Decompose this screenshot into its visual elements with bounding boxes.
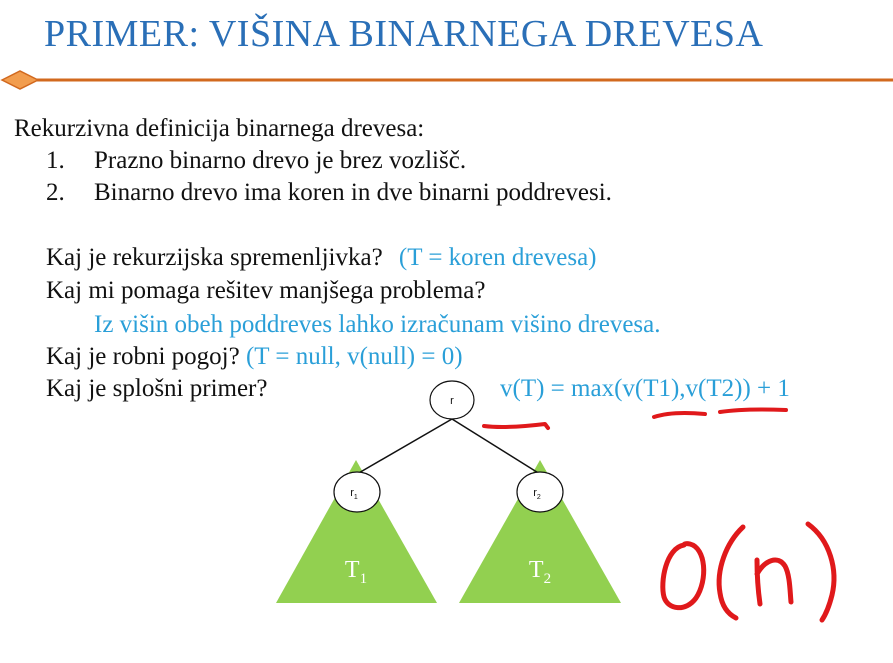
question-text: Kaj je rekurzijska spremenljivka? [46,244,383,271]
edge-left [357,419,452,474]
answer-text: (T = null, v(null) = 0) [245,343,463,370]
left-child-label: $r_1$ [350,487,358,501]
list-number: 1. [46,147,65,174]
question-smaller-problem: Kaj mi pomaga rešitev manjšega problema? [46,277,486,304]
answer-smaller-problem: Iz višin obeh poddreves lahko izračunam višino drevesa. [94,311,661,338]
slide-title: PRIMER: VIŠINA BINARNEGA DREVESA [44,13,764,55]
handwritten-big-o-notation [663,524,834,620]
list-text: Prazno binarno drevo je brez vozlišč. [94,147,467,174]
left-subtree-label: $T_1$ [344,557,368,587]
answer-general-case: v(T) = max(v(T1),v(T2)) + 1 [500,375,790,402]
question-general-case: Kaj je splošni primer? [46,375,268,402]
list-text: Binarno drevo ima koren in dve binarni poddrevesi. [94,179,612,206]
intro-text: Rekurzivna definicija binarnega drevesa: [14,115,425,142]
left-child-node [334,472,380,512]
list-number: 2. [46,179,65,206]
underline-vT1 [654,413,705,417]
handwritten-underlines [484,409,786,428]
right-subtree-label: $T_2$ [528,557,552,587]
underline-v [484,424,548,428]
underline-vT2 [720,409,786,412]
root-node-label: r [450,395,454,407]
right-child-node [517,472,563,512]
question-text: Kaj je robni pogoj? [46,343,240,370]
answer-text: (T = koren drevesa) [398,244,597,271]
right-child-label: $r_2$ [533,487,541,501]
